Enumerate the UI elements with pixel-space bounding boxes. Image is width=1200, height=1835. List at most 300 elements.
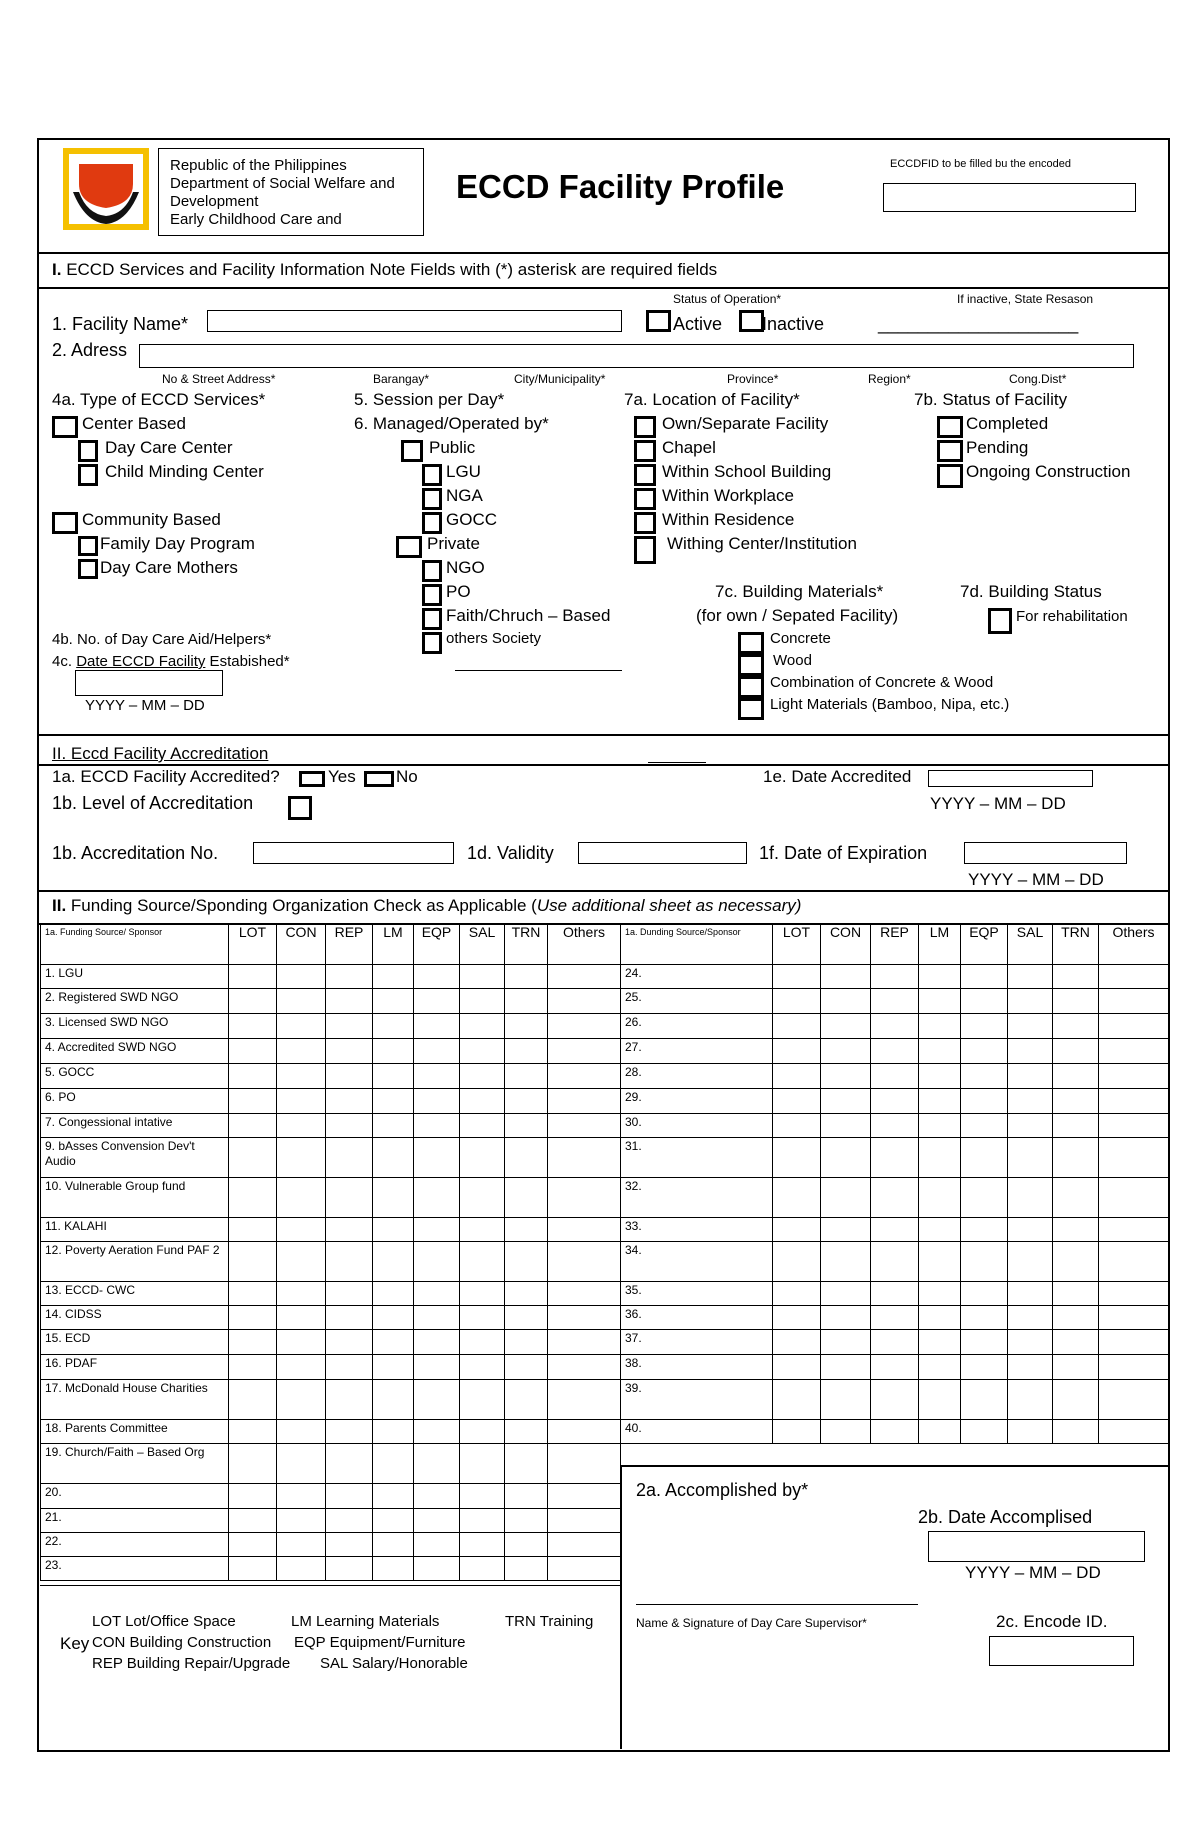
check-cell[interactable] [871, 1064, 919, 1089]
check-cell[interactable] [505, 1306, 548, 1330]
check-cell[interactable] [505, 1355, 548, 1380]
check-cell[interactable] [1099, 1282, 1169, 1306]
check-cell[interactable] [548, 1114, 621, 1138]
check-cell[interactable] [871, 1114, 919, 1138]
check-cell[interactable] [871, 1330, 919, 1355]
check-cell[interactable] [414, 1444, 460, 1484]
check-cell[interactable] [414, 1533, 460, 1557]
check-cell[interactable] [505, 1420, 548, 1444]
check-cell[interactable] [229, 965, 277, 989]
check-cell[interactable] [414, 1557, 460, 1581]
location-residence-checkbox[interactable] [634, 512, 656, 534]
check-cell[interactable] [821, 1014, 871, 1039]
check-cell[interactable] [326, 1178, 373, 1218]
check-cell[interactable] [460, 1178, 505, 1218]
check-cell[interactable] [821, 965, 871, 989]
check-cell[interactable] [919, 1282, 961, 1306]
check-cell[interactable] [460, 1444, 505, 1484]
material-light-checkbox[interactable] [738, 698, 764, 720]
check-cell[interactable] [277, 1282, 326, 1306]
others-society-checkbox[interactable] [422, 632, 442, 654]
check-cell[interactable] [961, 1218, 1008, 1242]
check-cell[interactable] [277, 1039, 326, 1064]
check-cell[interactable] [1053, 1355, 1099, 1380]
signature-line[interactable] [636, 1604, 918, 1605]
check-cell[interactable] [460, 1420, 505, 1444]
check-cell[interactable] [821, 1420, 871, 1444]
check-cell[interactable] [326, 1282, 373, 1306]
check-cell[interactable] [919, 1178, 961, 1218]
check-cell[interactable] [414, 1330, 460, 1355]
check-cell[interactable] [1008, 965, 1053, 989]
check-cell[interactable] [277, 1064, 326, 1089]
check-cell[interactable] [277, 1218, 326, 1242]
check-cell[interactable] [505, 1014, 548, 1039]
check-cell[interactable] [1053, 1089, 1099, 1114]
level-checkbox[interactable] [288, 796, 312, 820]
check-cell[interactable] [229, 1138, 277, 1178]
check-cell[interactable] [505, 1444, 548, 1484]
check-cell[interactable] [277, 1014, 326, 1039]
check-cell[interactable] [961, 1355, 1008, 1380]
check-cell[interactable] [1053, 1039, 1099, 1064]
check-cell[interactable] [414, 1138, 460, 1178]
check-cell[interactable] [229, 1533, 277, 1557]
check-cell[interactable] [326, 1355, 373, 1380]
check-cell[interactable] [414, 1014, 460, 1039]
check-cell[interactable] [919, 1380, 961, 1420]
check-cell[interactable] [277, 1114, 326, 1138]
check-cell[interactable] [460, 1064, 505, 1089]
check-cell[interactable] [961, 1064, 1008, 1089]
check-cell[interactable] [919, 989, 961, 1014]
check-cell[interactable] [773, 1138, 821, 1178]
check-cell[interactable] [414, 1306, 460, 1330]
check-cell[interactable] [229, 989, 277, 1014]
check-cell[interactable] [460, 1242, 505, 1282]
check-cell[interactable] [1053, 1138, 1099, 1178]
check-cell[interactable] [548, 1355, 621, 1380]
check-cell[interactable] [1099, 1014, 1169, 1039]
check-cell[interactable] [229, 1039, 277, 1064]
check-cell[interactable] [326, 1444, 373, 1484]
check-cell[interactable] [821, 1218, 871, 1242]
check-cell[interactable] [1053, 1380, 1099, 1420]
check-cell[interactable] [414, 1380, 460, 1420]
check-cell[interactable] [373, 1014, 414, 1039]
check-cell[interactable] [1099, 1064, 1169, 1089]
check-cell[interactable] [1099, 965, 1169, 989]
check-cell[interactable] [326, 1039, 373, 1064]
check-cell[interactable] [326, 1242, 373, 1282]
accredited-no-checkbox[interactable] [364, 771, 394, 787]
check-cell[interactable] [548, 1282, 621, 1306]
inactive-checkbox[interactable] [739, 310, 764, 332]
check-cell[interactable] [373, 1355, 414, 1380]
check-cell[interactable] [229, 1509, 277, 1533]
check-cell[interactable] [373, 1178, 414, 1218]
check-cell[interactable] [773, 1218, 821, 1242]
check-cell[interactable] [1053, 1064, 1099, 1089]
check-cell[interactable] [414, 1484, 460, 1509]
check-cell[interactable] [414, 1420, 460, 1444]
check-cell[interactable] [773, 1039, 821, 1064]
others-society-line[interactable] [455, 670, 622, 671]
check-cell[interactable] [821, 989, 871, 1014]
check-cell[interactable] [821, 1064, 871, 1089]
check-cell[interactable] [961, 1282, 1008, 1306]
status-completed-checkbox[interactable] [937, 416, 963, 438]
inactive-reason-blank[interactable]: ____________________ [878, 314, 1079, 334]
check-cell[interactable] [277, 1138, 326, 1178]
check-cell[interactable] [1008, 1218, 1053, 1242]
check-cell[interactable] [1053, 989, 1099, 1014]
check-cell[interactable] [326, 1138, 373, 1178]
check-cell[interactable] [1008, 1178, 1053, 1218]
check-cell[interactable] [1053, 1282, 1099, 1306]
check-cell[interactable] [1008, 1306, 1053, 1330]
check-cell[interactable] [548, 1306, 621, 1330]
material-wood-checkbox[interactable] [738, 654, 764, 676]
check-cell[interactable] [961, 965, 1008, 989]
check-cell[interactable] [919, 1330, 961, 1355]
check-cell[interactable] [326, 989, 373, 1014]
date-accomplished-input[interactable] [928, 1531, 1145, 1562]
check-cell[interactable] [373, 1039, 414, 1064]
check-cell[interactable] [373, 1533, 414, 1557]
check-cell[interactable] [773, 1355, 821, 1380]
check-cell[interactable] [277, 1306, 326, 1330]
rehabilitation-checkbox[interactable] [988, 608, 1012, 634]
check-cell[interactable] [373, 1138, 414, 1178]
check-cell[interactable] [326, 1533, 373, 1557]
check-cell[interactable] [229, 1089, 277, 1114]
check-cell[interactable] [548, 989, 621, 1014]
check-cell[interactable] [460, 1380, 505, 1420]
nga-checkbox[interactable] [422, 488, 442, 510]
check-cell[interactable] [871, 1242, 919, 1282]
check-cell[interactable] [277, 1355, 326, 1380]
lgu-checkbox[interactable] [422, 464, 442, 486]
check-cell[interactable] [1099, 989, 1169, 1014]
check-cell[interactable] [229, 1014, 277, 1039]
check-cell[interactable] [460, 1014, 505, 1039]
check-cell[interactable] [1053, 1330, 1099, 1355]
check-cell[interactable] [919, 1039, 961, 1064]
check-cell[interactable] [821, 1355, 871, 1380]
check-cell[interactable] [505, 1533, 548, 1557]
check-cell[interactable] [548, 1089, 621, 1114]
check-cell[interactable] [1053, 1014, 1099, 1039]
check-cell[interactable] [373, 1089, 414, 1114]
check-cell[interactable] [871, 1355, 919, 1380]
status-pending-checkbox[interactable] [937, 440, 963, 462]
check-cell[interactable] [821, 1114, 871, 1138]
location-workplace-checkbox[interactable] [634, 488, 656, 510]
check-cell[interactable] [821, 1039, 871, 1064]
check-cell[interactable] [326, 1509, 373, 1533]
check-cell[interactable] [548, 1484, 621, 1509]
check-cell[interactable] [326, 1420, 373, 1444]
check-cell[interactable] [373, 989, 414, 1014]
check-cell[interactable] [1099, 1218, 1169, 1242]
check-cell[interactable] [414, 1064, 460, 1089]
ngo-checkbox[interactable] [422, 560, 442, 582]
accredited-yes-checkbox[interactable] [299, 771, 325, 787]
check-cell[interactable] [1099, 1114, 1169, 1138]
check-cell[interactable] [871, 1282, 919, 1306]
check-cell[interactable] [821, 1242, 871, 1282]
check-cell[interactable] [548, 1039, 621, 1064]
check-cell[interactable] [773, 1114, 821, 1138]
check-cell[interactable] [277, 1242, 326, 1282]
child-minding-checkbox[interactable] [78, 464, 98, 486]
check-cell[interactable] [919, 1306, 961, 1330]
check-cell[interactable] [373, 1484, 414, 1509]
check-cell[interactable] [460, 989, 505, 1014]
check-cell[interactable] [1008, 989, 1053, 1014]
check-cell[interactable] [1008, 1420, 1053, 1444]
check-cell[interactable] [1053, 1178, 1099, 1218]
check-cell[interactable] [961, 1014, 1008, 1039]
check-cell[interactable] [871, 1039, 919, 1064]
check-cell[interactable] [773, 1330, 821, 1355]
check-cell[interactable] [919, 1089, 961, 1114]
day-care-center-checkbox[interactable] [78, 440, 98, 462]
check-cell[interactable] [277, 1380, 326, 1420]
check-cell[interactable] [277, 1557, 326, 1581]
check-cell[interactable] [1099, 1138, 1169, 1178]
check-cell[interactable] [414, 1178, 460, 1218]
check-cell[interactable] [1099, 1242, 1169, 1282]
check-cell[interactable] [460, 1330, 505, 1355]
check-cell[interactable] [961, 1039, 1008, 1064]
check-cell[interactable] [919, 1420, 961, 1444]
day-care-mothers-checkbox[interactable] [78, 559, 98, 579]
check-cell[interactable] [460, 1306, 505, 1330]
private-checkbox[interactable] [396, 536, 422, 558]
check-cell[interactable] [1099, 1178, 1169, 1218]
check-cell[interactable] [373, 1420, 414, 1444]
check-cell[interactable] [548, 1014, 621, 1039]
check-cell[interactable] [373, 1114, 414, 1138]
check-cell[interactable] [326, 1557, 373, 1581]
status-ongoing-checkbox[interactable] [937, 464, 963, 488]
check-cell[interactable] [326, 1089, 373, 1114]
check-cell[interactable] [821, 1306, 871, 1330]
check-cell[interactable] [871, 1014, 919, 1039]
check-cell[interactable] [548, 1138, 621, 1178]
check-cell[interactable] [460, 1355, 505, 1380]
check-cell[interactable] [1053, 965, 1099, 989]
check-cell[interactable] [871, 1178, 919, 1218]
check-cell[interactable] [326, 1218, 373, 1242]
check-cell[interactable] [229, 1444, 277, 1484]
check-cell[interactable] [773, 1282, 821, 1306]
eccdfid-input[interactable] [883, 183, 1136, 212]
check-cell[interactable] [414, 1114, 460, 1138]
check-cell[interactable] [505, 1242, 548, 1282]
check-cell[interactable] [773, 1178, 821, 1218]
check-cell[interactable] [773, 1306, 821, 1330]
check-cell[interactable] [919, 1114, 961, 1138]
check-cell[interactable] [229, 1420, 277, 1444]
check-cell[interactable] [961, 1242, 1008, 1282]
check-cell[interactable] [277, 989, 326, 1014]
po-checkbox[interactable] [422, 584, 442, 606]
check-cell[interactable] [871, 1380, 919, 1420]
check-cell[interactable] [821, 1380, 871, 1420]
check-cell[interactable] [460, 1557, 505, 1581]
check-cell[interactable] [548, 1330, 621, 1355]
check-cell[interactable] [460, 1138, 505, 1178]
check-cell[interactable] [919, 1355, 961, 1380]
check-cell[interactable] [326, 1064, 373, 1089]
check-cell[interactable] [229, 1330, 277, 1355]
check-cell[interactable] [414, 965, 460, 989]
check-cell[interactable] [548, 1533, 621, 1557]
check-cell[interactable] [821, 1330, 871, 1355]
check-cell[interactable] [919, 1218, 961, 1242]
check-cell[interactable] [961, 1380, 1008, 1420]
check-cell[interactable] [277, 965, 326, 989]
check-cell[interactable] [1008, 1039, 1053, 1064]
check-cell[interactable] [548, 1444, 621, 1484]
check-cell[interactable] [548, 1218, 621, 1242]
validity-input[interactable] [578, 842, 747, 864]
check-cell[interactable] [961, 989, 1008, 1014]
check-cell[interactable] [773, 989, 821, 1014]
check-cell[interactable] [414, 1282, 460, 1306]
family-day-checkbox[interactable] [78, 536, 98, 556]
accreditation-no-input[interactable] [253, 842, 454, 864]
check-cell[interactable] [773, 1064, 821, 1089]
check-cell[interactable] [460, 1218, 505, 1242]
community-based-checkbox[interactable] [52, 512, 78, 534]
check-cell[interactable] [277, 1330, 326, 1355]
check-cell[interactable] [821, 1178, 871, 1218]
check-cell[interactable] [505, 1218, 548, 1242]
check-cell[interactable] [277, 1509, 326, 1533]
location-chapel-checkbox[interactable] [634, 440, 656, 462]
check-cell[interactable] [460, 1039, 505, 1064]
check-cell[interactable] [1008, 1380, 1053, 1420]
date-established-input[interactable] [75, 670, 223, 696]
check-cell[interactable] [548, 1420, 621, 1444]
check-cell[interactable] [229, 1242, 277, 1282]
check-cell[interactable] [961, 1420, 1008, 1444]
check-cell[interactable] [277, 1178, 326, 1218]
check-cell[interactable] [505, 1330, 548, 1355]
check-cell[interactable] [373, 1444, 414, 1484]
check-cell[interactable] [773, 1089, 821, 1114]
check-cell[interactable] [460, 1509, 505, 1533]
check-cell[interactable] [1008, 1282, 1053, 1306]
check-cell[interactable] [773, 1014, 821, 1039]
location-center-checkbox[interactable] [634, 536, 656, 564]
check-cell[interactable] [460, 1114, 505, 1138]
check-cell[interactable] [871, 1420, 919, 1444]
check-cell[interactable] [277, 1444, 326, 1484]
check-cell[interactable] [414, 1039, 460, 1064]
check-cell[interactable] [871, 1138, 919, 1178]
check-cell[interactable] [373, 1064, 414, 1089]
check-cell[interactable] [1053, 1420, 1099, 1444]
check-cell[interactable] [505, 1484, 548, 1509]
check-cell[interactable] [505, 1039, 548, 1064]
check-cell[interactable] [505, 1064, 548, 1089]
check-cell[interactable] [414, 1218, 460, 1242]
check-cell[interactable] [373, 1509, 414, 1533]
check-cell[interactable] [961, 1306, 1008, 1330]
check-cell[interactable] [229, 1484, 277, 1509]
active-checkbox[interactable] [646, 310, 671, 332]
check-cell[interactable] [460, 1484, 505, 1509]
check-cell[interactable] [229, 1178, 277, 1218]
check-cell[interactable] [1008, 1138, 1053, 1178]
check-cell[interactable] [1099, 1306, 1169, 1330]
center-based-checkbox[interactable] [52, 416, 78, 438]
check-cell[interactable] [505, 1178, 548, 1218]
check-cell[interactable] [460, 1089, 505, 1114]
check-cell[interactable] [373, 1242, 414, 1282]
check-cell[interactable] [326, 1306, 373, 1330]
check-cell[interactable] [229, 1355, 277, 1380]
public-checkbox[interactable] [401, 440, 423, 462]
check-cell[interactable] [1008, 1014, 1053, 1039]
check-cell[interactable] [1008, 1330, 1053, 1355]
check-cell[interactable] [548, 1242, 621, 1282]
check-cell[interactable] [919, 965, 961, 989]
check-cell[interactable] [229, 1064, 277, 1089]
check-cell[interactable] [505, 965, 548, 989]
check-cell[interactable] [1053, 1218, 1099, 1242]
check-cell[interactable] [919, 1064, 961, 1089]
check-cell[interactable] [460, 965, 505, 989]
check-cell[interactable] [1008, 1242, 1053, 1282]
check-cell[interactable] [1008, 1114, 1053, 1138]
check-cell[interactable] [548, 1509, 621, 1533]
check-cell[interactable] [1053, 1114, 1099, 1138]
check-cell[interactable] [505, 1282, 548, 1306]
check-cell[interactable] [505, 1380, 548, 1420]
check-cell[interactable] [548, 1178, 621, 1218]
date-accredited-input[interactable] [928, 770, 1093, 787]
check-cell[interactable] [414, 1089, 460, 1114]
check-cell[interactable] [373, 1282, 414, 1306]
check-cell[interactable] [961, 1114, 1008, 1138]
check-cell[interactable] [326, 1114, 373, 1138]
check-cell[interactable] [373, 1330, 414, 1355]
facility-name-input[interactable] [207, 310, 622, 332]
check-cell[interactable] [1099, 1380, 1169, 1420]
check-cell[interactable] [277, 1089, 326, 1114]
check-cell[interactable] [277, 1420, 326, 1444]
address-input[interactable] [139, 344, 1134, 368]
check-cell[interactable] [505, 1089, 548, 1114]
check-cell[interactable] [548, 1557, 621, 1581]
check-cell[interactable] [919, 1242, 961, 1282]
check-cell[interactable] [505, 1557, 548, 1581]
check-cell[interactable] [373, 965, 414, 989]
check-cell[interactable] [229, 1218, 277, 1242]
check-cell[interactable] [548, 1064, 621, 1089]
check-cell[interactable] [1099, 1420, 1169, 1444]
location-own-checkbox[interactable] [634, 416, 656, 438]
check-cell[interactable] [505, 1114, 548, 1138]
check-cell[interactable] [505, 1138, 548, 1178]
check-cell[interactable] [1099, 1089, 1169, 1114]
